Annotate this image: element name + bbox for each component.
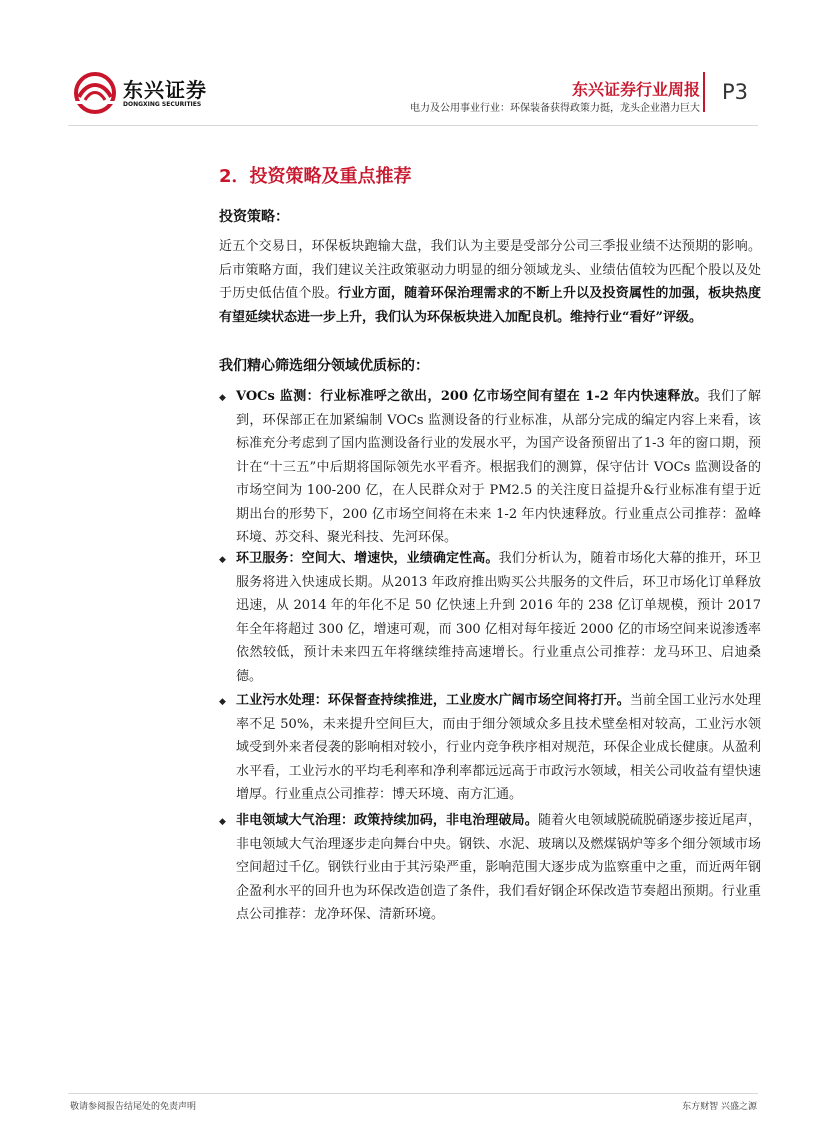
company-logo [70, 70, 210, 120]
diamond-bullet-icon: ◆ [219, 697, 226, 707]
pick-body: 我们分析认为，随着市场化大幕的推开，环卫服务将进入快速成长期。从2013 年政府推出购买公共服务的文件后，环卫市场化订单释放迅速，从 2014 年的年化不足 50 亿快速上升到 2016 年的 238 亿订单规模，预计 2017 年全年将超过 300 亿，增速可观，而 300 亿相对每年接近 2000 亿的市场空间来说渗透率依然较低，预计未来四五年将继续维持高速增长。行业重点公司推荐：龙马环卫、启迪桑德。 [236, 551, 761, 684]
pick-bold: 环卫服务：空间大、增速快，业绩确定性高。 [236, 551, 499, 566]
pick-body: 我们了解到，环保部正在加紧编制 VOCs 监测设备的行业标准，从部分完成的编定内容上来看，该标准充分考虑到了国内监测设备行业的发展水平，为国产设备预留出了1-3 年的窗口期，预计在“十三五”中后期将国际领先水平看齐。根据我们的测算，保守估计 VOCs 监测设备的市场空间为 100-200 亿，在人民群众对于 PM2.5 的关注度日益提升&行业标准有望于近期出台的形势下，200 亿市场空间将在未来 1-2 年内快速释放。行业重点公司推荐：盈峰环境、苏交科、聚光科技、先河环保。 [236, 389, 761, 545]
dongxing-logo-icon [70, 70, 120, 116]
logo-text-cn: 东兴证券 [123, 78, 207, 102]
picks-heading: 我们精心筛选细分领域优质标的： [219, 358, 429, 374]
strategy-text: 近五个交易日，环保板块跑输大盘，我们认为主要是受部分公司三季报业绩不达预期的影响。后市策略方面，我们建议关注政策驱动力明显的细分领域龙头、业绩估值较为匹配个股以及处于历史低估值个股。 [219, 239, 761, 301]
pick-text [236, 385, 761, 550]
header-divider [703, 72, 705, 112]
section-title: 2．投资策略及重点推荐 [219, 166, 412, 187]
report-type-title: 东兴证券行业周报 [571, 80, 700, 99]
pick-item-sanitation [219, 547, 761, 688]
logo-text-en: DONGXING SECURITIES [123, 101, 202, 108]
pick-body: 随着火电领域脱硫脱硝逐步接近尾声，非电领域大气治理逐步走向舞台中央。钢铁、水泥、玻璃以及燃煤锅炉等多个细分领域市场空间超过千亿。钢铁行业由于其污染严重，影响范围大逐步成为监察重中之重，而近两年钢企盈利水平的回升也为环保改造创造了条件，我们看好钢企环保改造节奏超出预期。行业重点公司推荐：龙净环保、清新环境。 [236, 813, 761, 922]
diamond-bullet-icon: ◆ [219, 817, 226, 827]
pick-text [236, 547, 761, 688]
strategy-heading: 投资策略： [219, 209, 289, 225]
header-rule [68, 125, 758, 126]
footer-rule [68, 1093, 758, 1094]
pick-bold: 非电领域大气治理：政策持续加码，非电治理破局。 [236, 813, 538, 828]
page-number: P3 [722, 80, 749, 104]
strategy-paragraph [219, 235, 761, 329]
report-subtitle: 电力及公用事业行业：环保装备获得政策力挺，龙头企业潜力巨大 [410, 103, 700, 114]
footer-disclaimer: 敬请参阅报告结尾处的免责声明 [70, 1102, 197, 1112]
pick-text [236, 809, 761, 927]
pick-bold: 工业污水处理：环保督查持续推进，工业废水广阔市场空间将打开。 [236, 693, 630, 708]
footer-slogan: 东方财智 兴盛之源 [682, 1102, 757, 1112]
pick-text [236, 689, 761, 807]
diamond-bullet-icon: ◆ [219, 555, 226, 565]
strategy-text-bold: 行业方面，随着环保治理需求的不断上升以及投资属性的加强，板块热度有望延续状态进一步上升，我们认为环保板块进入加配良机。维持行业“看好”评级。 [219, 286, 761, 325]
pick-body: 当前全国工业污水处理率不足 50%，未来提升空间巨大，而由于细分领域众多且技术壁垒相对较高，工业污水领域受到外来者侵袭的影响相对较小，行业内竞争秩序相对规范，环保企业成长健康。从盈利水平看，工业污水的平均毛利率和净利率都远远高于市政污水领域，相关公司收益有望快速增厚。行业重点公司推荐：博天环境、南方汇通。 [236, 693, 761, 802]
pick-item-non-power-air [219, 809, 761, 927]
diamond-bullet-icon: ◆ [219, 393, 226, 403]
pick-bold: VOCs 监测：行业标准呼之欲出，200 亿市场空间有望在 1-2 年内快速释放。 [236, 389, 708, 404]
pick-item-industrial-water [219, 689, 761, 807]
pick-item-vocs [219, 385, 761, 550]
